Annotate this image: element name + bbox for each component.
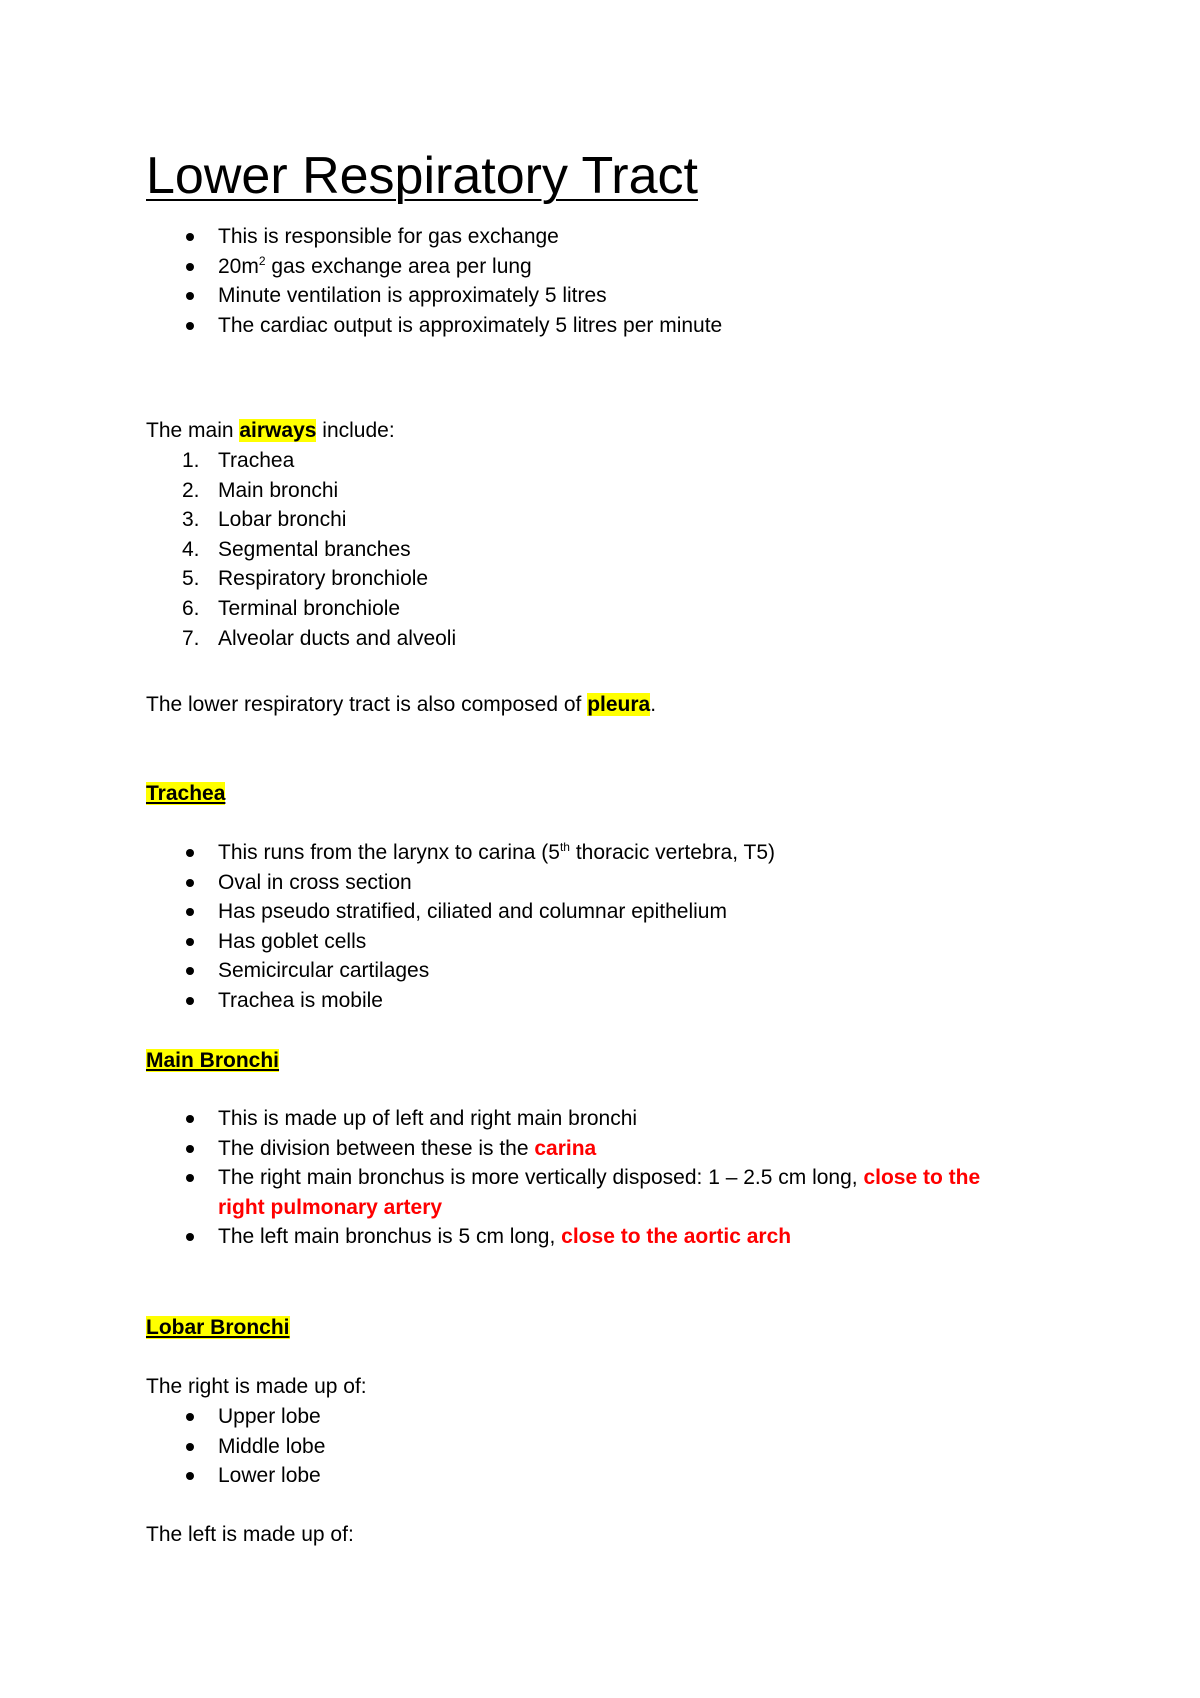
paragraph-text: The right is made up of: xyxy=(146,1375,367,1398)
list-item xyxy=(146,1134,1026,1164)
section-heading-lobar-bronchi xyxy=(146,1313,1046,1343)
list-number: 1. xyxy=(182,449,200,472)
list-item-text: Segmental branches xyxy=(218,537,411,561)
list-item xyxy=(146,1222,1026,1252)
list-item xyxy=(146,1402,1046,1432)
paragraph-text: The main xyxy=(146,419,240,442)
list-item xyxy=(146,311,1046,341)
list-number: 6. xyxy=(182,596,200,620)
numbered-list-item xyxy=(146,446,1046,476)
list-item xyxy=(146,986,1046,1016)
numbered-list-item xyxy=(146,505,1046,535)
list-item-text: Lobar bronchi xyxy=(218,508,347,532)
paragraph-text: The left is made up of: xyxy=(146,1523,354,1546)
list-item xyxy=(146,897,1046,927)
highlighted-term: pleura xyxy=(587,693,651,716)
list-item-text: Trachea xyxy=(218,449,295,472)
page-title: Lower Respiratory Tract xyxy=(146,147,698,205)
superscript: 2 xyxy=(258,253,266,268)
trachea-bullet-list xyxy=(146,838,1046,1016)
highlighted-term: airways xyxy=(239,419,317,442)
list-item-text: Has goblet cells xyxy=(218,929,367,953)
list-item-text: This is made up of left and right main bronchi xyxy=(218,1107,638,1130)
list-item xyxy=(146,927,1046,957)
list-item xyxy=(146,1461,1046,1491)
list-item-text: Has pseudo stratified, ciliated and columnar epithelium xyxy=(218,900,727,924)
list-item-text: Lower lobe xyxy=(218,1464,321,1488)
superscript: th xyxy=(559,840,570,854)
lobar-right-list xyxy=(146,1402,1046,1491)
list-item xyxy=(146,281,1046,311)
numbered-list-item xyxy=(146,624,1046,654)
list-item-text: 20m xyxy=(218,254,259,278)
lobar-left-intro xyxy=(146,1520,1046,1550)
list-item-text: gas exchange area per lung xyxy=(265,254,532,278)
lobar-right-intro xyxy=(146,1372,1046,1402)
list-item-text: This runs from the larynx to carina (5 xyxy=(218,841,560,864)
list-item xyxy=(146,1104,1026,1134)
emphasis-text: close to the aortic arch xyxy=(561,1225,792,1249)
main-bronchi-heading-block xyxy=(146,1046,1046,1076)
intro-bullet-list xyxy=(146,222,1046,340)
trachea-heading-block xyxy=(146,779,1046,809)
list-item-text: Main bronchi xyxy=(218,478,339,502)
main-bronchi-bullet-list xyxy=(146,1104,1026,1252)
list-number: 7. xyxy=(182,626,200,650)
list-item xyxy=(146,222,1046,252)
airways-numbered-list xyxy=(146,446,1046,653)
list-number: 5. xyxy=(182,567,200,591)
list-item-text: The division between these is the xyxy=(218,1136,535,1160)
list-item-text: Terminal bronchiole xyxy=(218,596,401,620)
list-item-text: Semicircular cartilages xyxy=(218,959,430,983)
emphasis-text: carina xyxy=(534,1136,597,1160)
paragraph-text: . xyxy=(650,693,657,716)
list-item-text: The cardiac output is approximately 5 litres per minute xyxy=(218,313,723,337)
list-item-text: This is responsible for gas exchange xyxy=(218,225,559,248)
list-item xyxy=(146,838,1046,868)
list-item-text: Trachea is mobile xyxy=(218,988,383,1012)
list-item-text: Alveolar ducts and alveoli xyxy=(218,626,457,650)
list-item xyxy=(146,1163,1026,1222)
lobar-bronchi-heading-block xyxy=(146,1313,1046,1343)
numbered-list-item xyxy=(146,535,1046,565)
list-item-text: Minute ventilation is approximately 5 litres xyxy=(218,284,607,308)
list-item-text: The left main bronchus is 5 cm long, xyxy=(218,1225,562,1249)
paragraph-text: include: xyxy=(316,419,395,442)
section-heading-main-bronchi xyxy=(146,1046,1046,1076)
section-heading-text: Trachea xyxy=(146,782,226,805)
emphasis-text: close to the right pulmonary artery xyxy=(218,1166,981,1219)
list-item xyxy=(146,956,1046,986)
section-heading-trachea xyxy=(146,779,1046,809)
list-number: 3. xyxy=(182,508,200,532)
airways-intro xyxy=(146,416,1046,446)
list-item-text: thoracic vertebra, T5) xyxy=(569,841,776,864)
list-item-text: The right main bronchus is more vertically disposed: 1 – 2.5 cm long, xyxy=(218,1166,864,1190)
numbered-list-item xyxy=(146,594,1046,624)
pleura-paragraph xyxy=(146,690,1046,720)
list-number: 2. xyxy=(182,478,200,502)
paragraph-text: The lower respiratory tract is also composed of xyxy=(146,693,588,716)
list-item xyxy=(146,252,1046,282)
list-item-text: Respiratory bronchiole xyxy=(218,567,429,591)
list-item-text: Oval in cross section xyxy=(218,870,412,894)
list-number: 4. xyxy=(182,537,200,561)
list-item-text: Upper lobe xyxy=(218,1405,321,1428)
list-item xyxy=(146,868,1046,898)
section-heading-text: Main Bronchi xyxy=(146,1049,280,1072)
numbered-list-item xyxy=(146,476,1046,506)
section-heading-text: Lobar Bronchi xyxy=(146,1316,290,1339)
numbered-list-item xyxy=(146,564,1046,594)
list-item-text: Middle lobe xyxy=(218,1434,326,1458)
list-item xyxy=(146,1432,1046,1462)
